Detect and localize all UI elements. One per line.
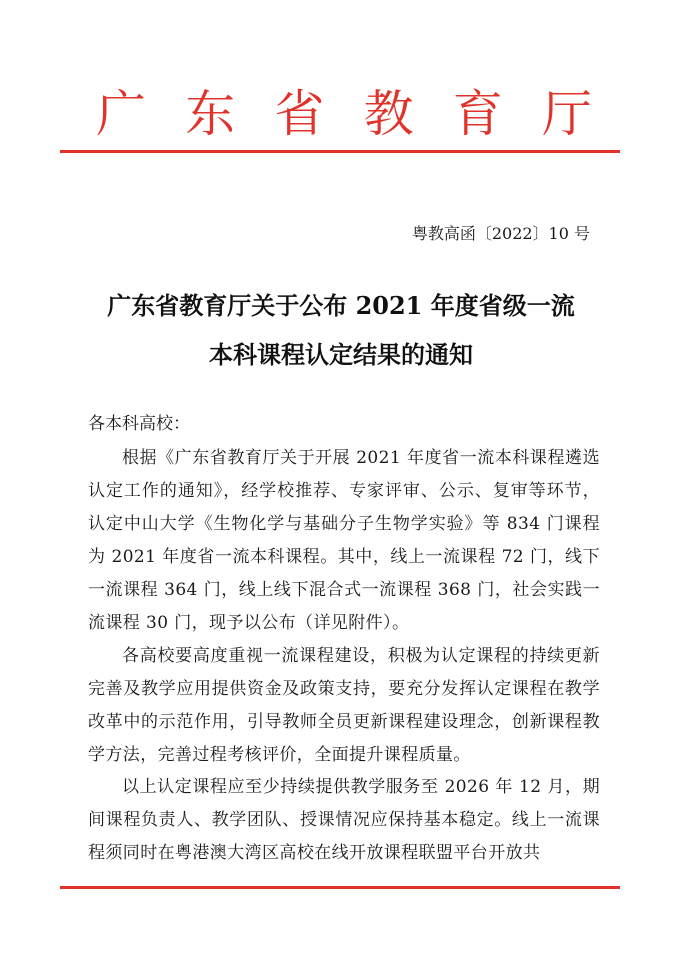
document-title-line-1: 广东省教育厅关于公布 2021 年度省级一流 xyxy=(107,291,575,320)
document-title-line-2: 本科课程认定结果的通知 xyxy=(209,340,473,369)
org-letterhead xyxy=(60,82,620,146)
letterhead-char: 厅 xyxy=(541,85,592,143)
letterhead-char: 广 xyxy=(96,85,146,143)
letterhead-char: 东 xyxy=(185,85,236,143)
body-paragraph: 以上认定课程应至少持续提供教学服务至 2026 年 12 月，期间课程负责人、教学团队、授课情况应保持基本稳定。线上一流课程须同时在粤港澳大湾区高校在线开放课程联盟平台开放共 xyxy=(88,777,600,863)
salutation: 各本科高校： xyxy=(88,414,190,434)
letterhead-char: 省 xyxy=(274,85,325,143)
document-number: 粤教高函〔2022〕10 号 xyxy=(411,224,590,243)
footer-divider xyxy=(60,886,620,889)
body-paragraph: 各高校要高度重视一流课程建设，积极为认定课程的持续更新完善及教学应用提供资金及政策支持，要充分发挥认定课程在教学改革中的示范作用，引导教师全员更新课程建设理念，创新课程教学方法，完善过程考核评价，全面提升课程质量。 xyxy=(88,646,600,765)
letterhead-divider xyxy=(60,150,620,153)
letterhead-char: 育 xyxy=(452,85,503,143)
letterhead-char: 教 xyxy=(363,85,414,143)
body-paragraph: 根据《广东省教育厅关于开展 2021 年度省一流本科课程遴选认定工作的通知》，经学校推荐、专家评审、公示、复审等环节，认定中山大学《生物化学与基础分子生物学实验》等 834 门课程为 2021 年度省一流本科课程。其中，线上一流课程 72 门，线下一流课程 364 门，线上线下混合式一流课程 368 门，社会实践一流课程 30 门，现予以公布（详见附件）。 xyxy=(88,448,600,633)
